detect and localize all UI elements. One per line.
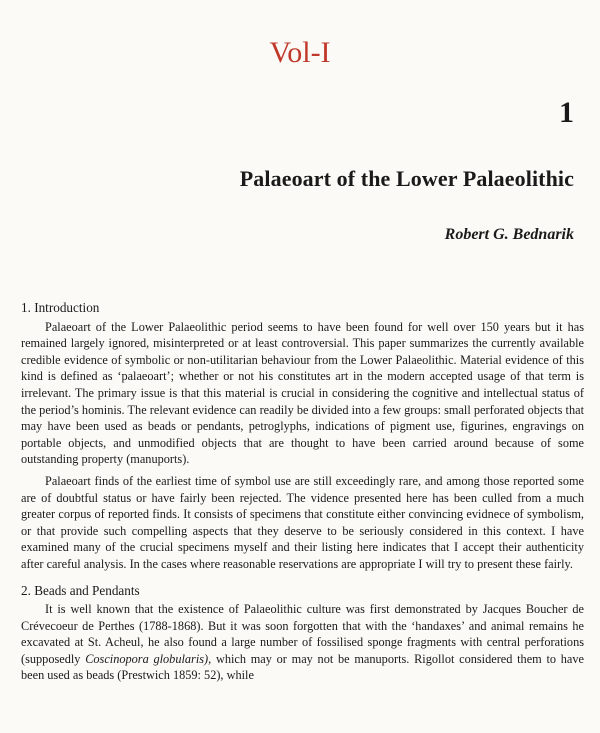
volume-label: Vol-I bbox=[269, 36, 331, 69]
chapter-number: 1 bbox=[559, 96, 574, 129]
body-text bbox=[21, 300, 584, 689]
species-name: Coscinopora globularis), bbox=[85, 651, 212, 666]
author-name: Robert G. Bednarik bbox=[444, 226, 574, 243]
section-heading-beads-and-pendants: 2. Beads and Pendants bbox=[21, 582, 140, 598]
paragraph bbox=[21, 601, 584, 684]
paragraph: Palaeoart of the Lower Palaeolithic period seems to have been found for well over 150 years but it has remained largely ignored, misinterpreted or at least controversial. This paper summarizes the currently available credible evidence of symbolic or non-utilitarian behaviour from the Lower Palaeolithic. Material evidence of this kind is defined as ‘palaeoart’; whether or not his constitutes art in the modern accepted usage of that term is irrelevant. The primary issue is that this material is crucial in considering the cognitive and intellectual status of the period’s hominis. The relevant evidence can readily be divided into a few groups: small perforated objects that may have been used as beads or pendants, petroglyphs, indications of pigment use, figurines, engravings on portable objects, and unmodified objects that are thought to have been carried around because of some outstanding property (manuports). bbox=[21, 319, 584, 467]
paragraph-text: It is well known that the existence of Palaeolithic culture was first demonstrated by Jacques Boucher de Crévecoeur de Perthes (1788-1868). But it was soon forgotten that with the ‘handaxes’ and animal remains he excavated at St. Acheul, he also found a large number of fossilised sponge fragments with central perforations (supposedly bbox=[21, 602, 584, 666]
paragraph-text: which may or may not be manuports. Rigollot considered them to have been used as beads (Prestwich 1859: 52), while bbox=[21, 651, 584, 683]
chapter-title: Palaeoart of the Lower Palaeolithic bbox=[239, 166, 574, 191]
section-heading-introduction: 1. Introduction bbox=[21, 300, 100, 315]
paragraph: Palaeoart finds of the earliest time of symbol use are still exceedingly rare, and among those reported some are of doubtful status or have fairly been rejected. The vidence presented here has been culled from a much greater corpus of reported finds. It consists of specimens that constitute either convincing evidnece of symbolism, or that provide such compelling aspects that they deserve to be seriously considered in this context. I have examined many of the crucial specimens myself and their listing here indicates that I accept their authenticity after careful analysis. In the cases where reasonable reservations are appropriate I will try to present these fairly. bbox=[21, 473, 584, 571]
